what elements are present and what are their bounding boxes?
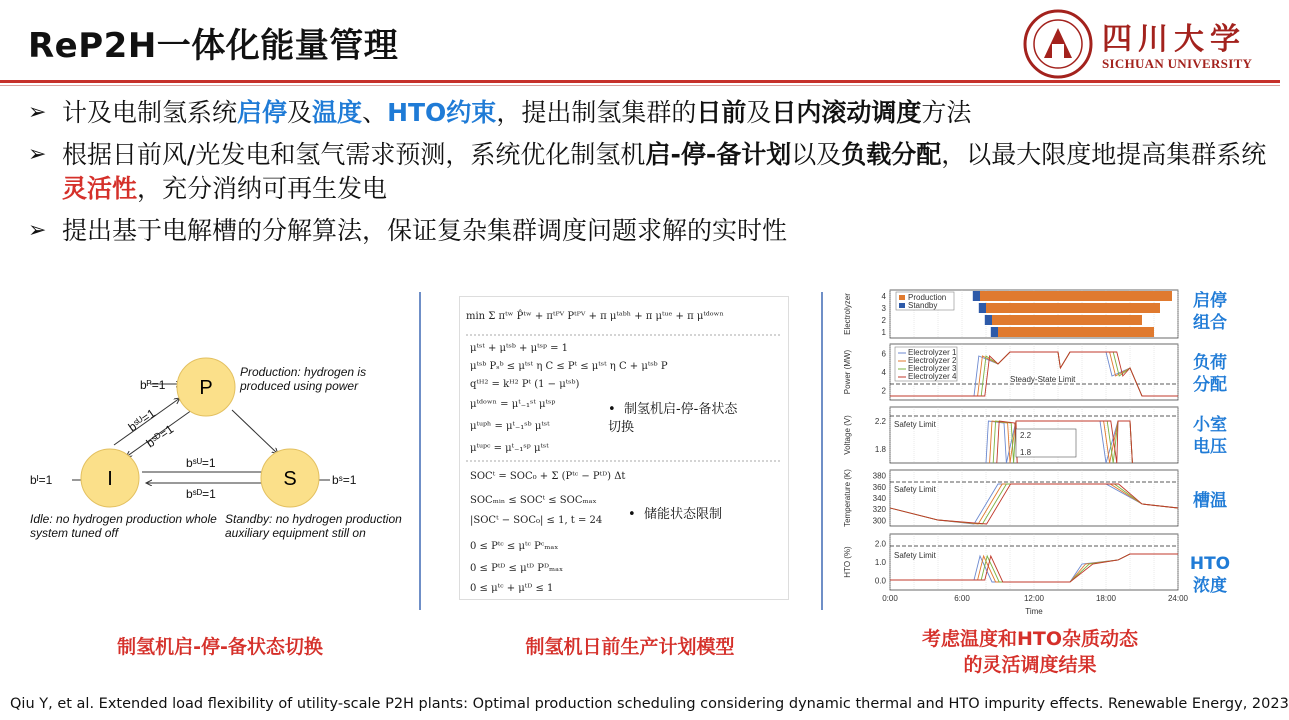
header-rule-thin [0,85,1280,86]
side-label-load: 负荷 分配 [1193,353,1227,395]
chart-ytick: 320 [872,505,886,515]
svg-text:μᵗᵘᵖʰ = μᵗ₋₁ˢᵇ μᵗˢᵗ: μᵗᵘᵖʰ = μᵗ₋₁ˢᵇ μᵗˢᵗ [470,421,550,432]
bullet-list [28,96,1273,256]
power-legend-entry: Electrolyzer 2 [908,356,957,365]
chart-ytick: 380 [872,471,886,481]
chart-ytick: 2.0 [874,539,886,549]
chart-ytick: 6 [881,349,886,359]
steady-state-limit-label: Steady-State Limit [1010,375,1076,384]
production-block [998,327,1154,337]
label-bsu-ip: bˢᵁ=1 [125,406,158,435]
label-bs: bˢ=1 [332,473,357,487]
state-i-label: I [107,468,113,490]
power-legend-entry: Electrolyzer 4 [908,372,957,381]
state-s-label: S [283,468,297,490]
state-p-label: P [199,377,213,399]
svg-text:qᵗᴴ² = kᴴ² Pᵗ (1 − μᵗˢᵇ): qᵗᴴ² = kᴴ² Pᵗ (1 − μᵗˢᵇ) [470,379,580,390]
label-bsd-ip: bˢᴰ=1 [143,421,177,451]
inset-tick-high: 2.2 [1020,431,1032,440]
side-label-startstop: 启停 组合 [1193,291,1227,333]
state-transition-diagram [20,340,420,550]
citation: Qiu Y, et al. Extended load flexibility of utility-scale P2H plants: Optimal production scheduling considering dynamic thermal and HTO impurity effects. Renewable Energy, 2023 [10,696,1289,712]
legend-production: Production [908,293,947,302]
voltage-safety-label: Safety Limit [894,420,936,429]
formula-box [459,296,789,600]
formula-graphic [460,297,788,599]
chart-ylabel: Power (MW) [843,349,852,395]
standby-block [991,327,998,337]
divider-right [821,292,823,610]
chart-ylabel: Temperature (K) [843,469,852,527]
svg-text:μᵗᵘᵖᶜ = μᵗ₋₁ˢᵖ μᵗˢᵗ: μᵗᵘᵖᶜ = μᵗ₋₁ˢᵖ μᵗˢᵗ [470,443,549,454]
chart-ytick: 4 [881,292,886,301]
svg-text:SOCᵗ = SOC₀ + Σ (Pᵗᶜ − Pᵗᴰ) Δt: SOCᵗ = SOC₀ + Σ (Pᵗᶜ − Pᵗᴰ) Δt [470,471,626,482]
idle-note: Idle: no hydrogen production whole system tuned off [30,512,217,540]
chart-xtick: 24:00 [1167,594,1189,603]
chart-ylabel: Voltage (V) [843,415,852,455]
hto-safety-label: Safety Limit [894,551,936,560]
caption-left: 制氢机启-停-备状态切换 [117,636,323,658]
chart-ytick: 1.8 [874,445,886,454]
chart-xtick: 0:00 [882,594,898,603]
divider-left [419,292,421,610]
chart-ytick: 360 [872,482,886,492]
power-legend-entry: Electrolyzer 1 [908,348,957,357]
side-label-voltage: 小室 电压 [1193,415,1227,457]
caption-middle: 制氢机日前生产计划模型 [525,636,735,658]
standby-block [985,315,992,325]
university-name-en: SICHUAN UNIVERSITY [1102,56,1253,71]
chart-xtick: 18:00 [1095,594,1117,603]
bullet-item: ➢ 提出基于电解槽的分解算法，保证复杂集群调度问题求解的实时性 [28,214,1273,248]
legend-swatch-production [899,295,905,300]
standby-note: Standby: no hydrogen production auxiliary equipment still on [225,512,402,540]
arrow-icon: ➢ [28,218,47,243]
chart-ytick: 2 [881,316,886,325]
label-bsu-is: bˢᵁ=1 [186,456,216,470]
chart-xlabel: Time [1025,607,1043,616]
formula-note-switch: • 制氢机启-停-备状态切换 [608,402,738,435]
svg-text:μᵗˢᵗ + μᵗˢᵇ + μᵗˢᵖ = 1: μᵗˢᵗ + μᵗˢᵇ + μᵗˢᵖ = 1 [470,343,569,354]
production-block [986,303,1160,313]
bullet-item: ➢ 计及电制氢系统启停及温度、HTO约束，提出制氢集群的日前及日内滚动调度方法 [28,96,1273,130]
label-bi: bᴵ=1 [30,473,53,487]
chart-ytick: 1.0 [874,558,886,567]
caption-right: 考虑温度和HTO杂质动态 的灵活调度结果 [921,628,1138,676]
chart-ytick: 4 [881,368,886,377]
chart-ylabel: Electrolyzer [843,293,852,335]
chart-ylabel: HTO (%) [843,546,852,578]
side-label-hto: HTO 浓度 [1189,554,1231,596]
arrow-icon: ➢ [28,142,47,167]
chart-ytick: 3 [881,304,886,313]
svg-text:|SOCᵗ − SOC₀| ≤ 1, t = 24: |SOCᵗ − SOC₀| ≤ 1, t = 24 [470,515,603,526]
page-title: ReP2H一体化能量管理 [28,26,399,66]
arrow-icon: ➢ [28,100,47,125]
chart-ytick: 2.2 [874,417,886,426]
svg-text:0 ≤ Pᵗᶜ ≤ μᵗᶜ Pᶜₘₐₓ: 0 ≤ Pᵗᶜ ≤ μᵗᶜ Pᶜₘₐₓ [470,541,559,552]
svg-text:0 ≤ Pᵗᴰ ≤ μᵗᴰ Pᴰₘₐₓ: 0 ≤ Pᵗᴰ ≤ μᵗᴰ Pᴰₘₐₓ [470,563,564,574]
production-block [992,315,1142,325]
standby-block [979,303,986,313]
dispatch-result-chart [840,286,1189,616]
standby-block [973,291,980,301]
production-note: Production: hydrogen is produced using power [240,365,367,393]
chart-xtick: 12:00 [1023,594,1045,603]
formula-note-soc: • 储能状态限制 [628,507,722,522]
production-block [980,291,1172,301]
legend-standby: Standby [908,301,938,310]
inset-tick-low: 1.8 [1020,448,1032,457]
label-bsd-is: bˢᴰ=1 [186,487,216,501]
svg-text:min Σ πᵗʷ P̂ᵗʷ + πᵗᴾⱽ Pᵗᴾⱽ: min Σ πᵗʷ P̂ᵗʷ + πᵗᴾⱽ Pᵗᴾⱽ + π μᵗᵃᵇʰ + π μᵗᵘᵉ + π μᵗᵈᵒʷⁿ [466,311,724,322]
power-legend-entry: Electrolyzer 3 [908,364,957,373]
svg-text:μᵗˢᵇ Pₛᵇ ≤ μᵗˢᵗ η C ≤ Pᵗ ≤ μᵗˢ: μᵗˢᵇ Pₛᵇ ≤ μᵗˢᵗ η C ≤ Pᵗ ≤ μᵗˢᵗ η C + μᵗˢᵇ P [470,361,668,372]
bullet-item: ➢ 根据日前风/光发电和氢气需求预测，系统优化制氢机启-停-备计划以及负载分配，以最大限度地提高集群系统灵活性，充分消纳可再生发电 [28,140,1267,203]
side-label-temperature: 槽温 [1193,491,1227,511]
temperature-safety-label: Safety Limit [894,485,936,494]
chart-ytick: 1 [881,328,886,337]
chart-xtick: 6:00 [954,594,970,603]
chart-ytick: 300 [872,516,886,526]
university-name-cn: 四川大学 [1102,22,1246,57]
label-bp: bᴾ=1 [140,378,166,392]
chart-ytick: 2 [881,386,886,396]
chart-ytick: 0.0 [874,576,886,586]
legend-swatch-standby [899,303,905,308]
svg-text:μᵗᵈᵒʷⁿ = μᵗ₋₁ˢᵗ μᵗˢᵖ: μᵗᵈᵒʷⁿ = μᵗ₋₁ˢᵗ μᵗˢᵖ [470,399,556,410]
svg-text:SOCₘᵢₙ ≤ SOCᵗ ≤ SOCₘₐₓ: SOCₘᵢₙ ≤ SOCᵗ ≤ SOCₘₐₓ [470,495,597,506]
chart-ytick: 340 [872,494,886,503]
svg-text:0 ≤ μᵗᶜ + μᵗᴰ ≤ 1: 0 ≤ μᵗᶜ + μᵗᴰ ≤ 1 [470,583,554,594]
